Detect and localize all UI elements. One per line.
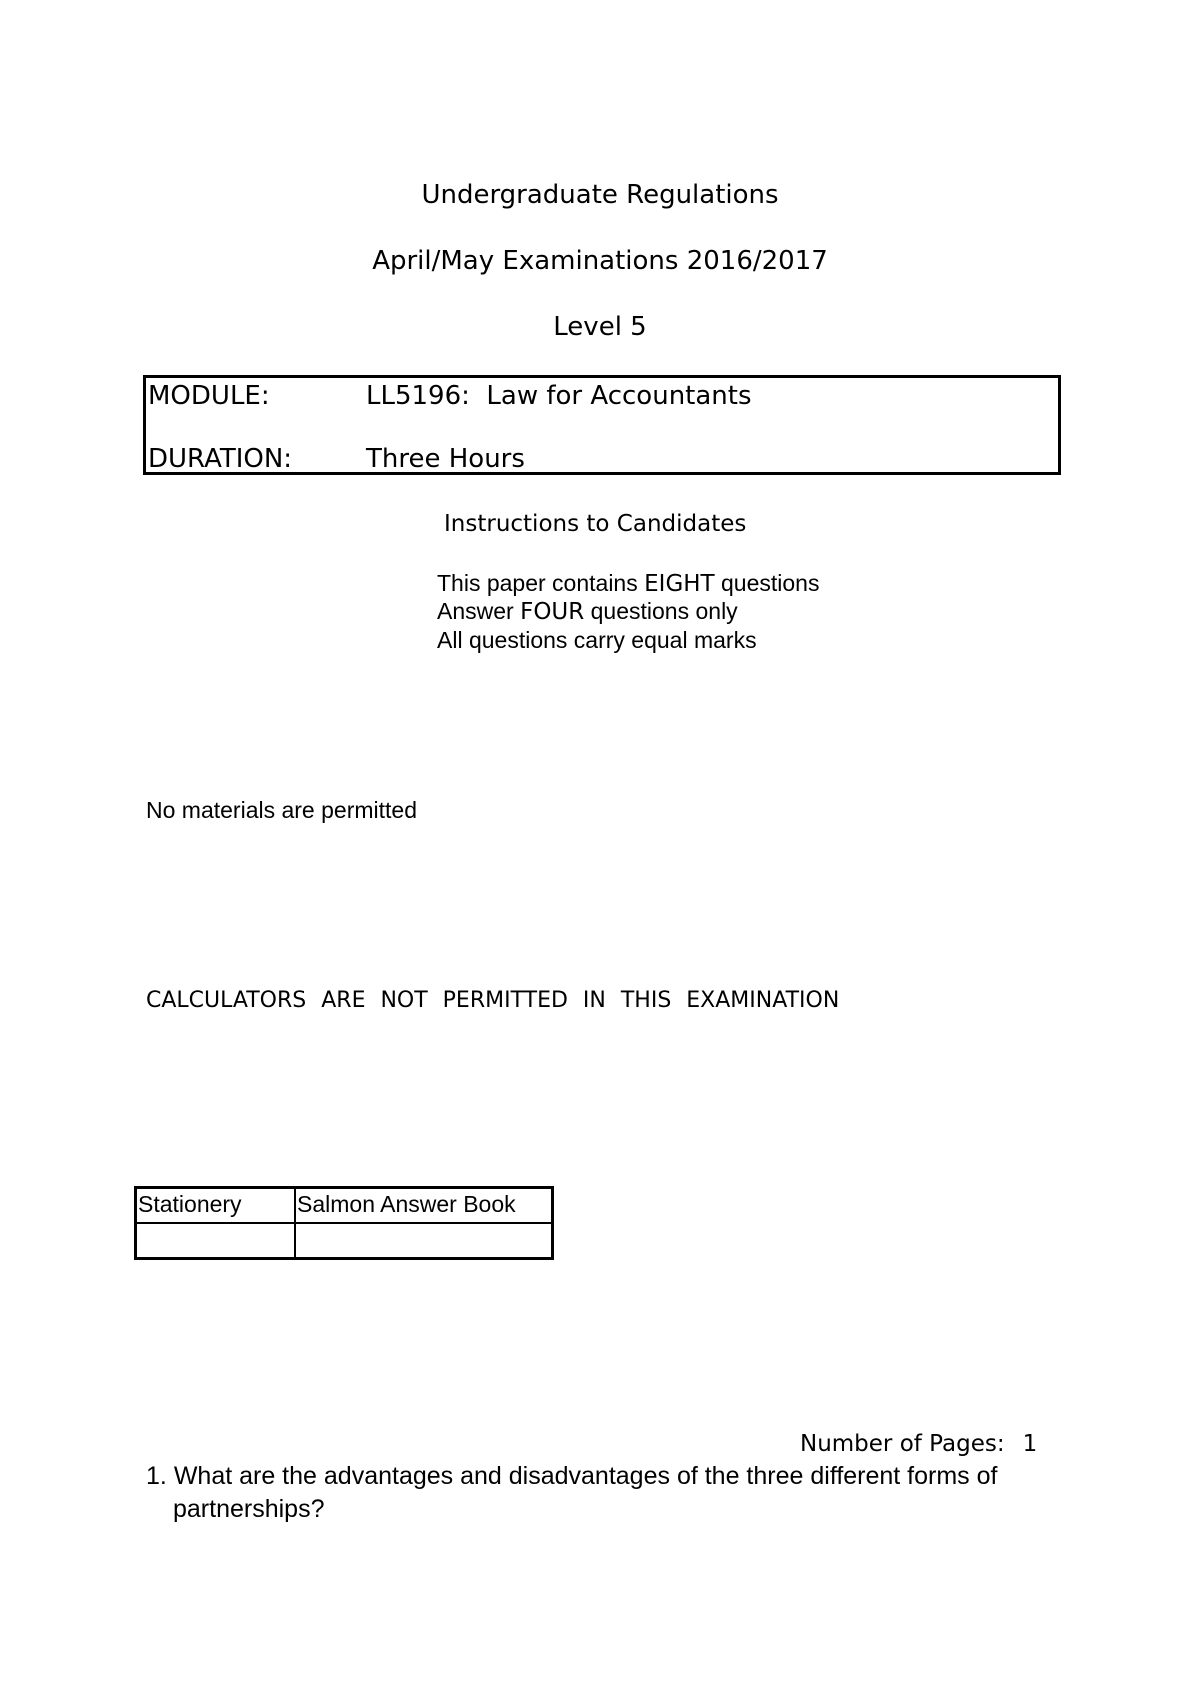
question-number: 1. — [146, 1462, 167, 1490]
emphasis-four: FOUR — [520, 599, 585, 625]
instruction-equal-marks: All questions carry equal marks — [437, 627, 757, 653]
instructions-heading: Instructions to Candidates — [444, 511, 747, 537]
duration-label: DURATION: — [148, 444, 293, 474]
exam-session: April/May Examinations 2016/2017 — [372, 246, 828, 276]
pages-value: 1 — [1022, 1431, 1038, 1457]
empty-cell — [136, 1223, 296, 1259]
duration-value: Three Hours — [366, 444, 525, 474]
stationery-header-cell: Stationery — [136, 1188, 296, 1224]
question-1 — [146, 1460, 1066, 1526]
calculator-notice: CALCULATORS ARE NOT PERMITTED IN THIS EXAMINATION — [146, 988, 840, 1013]
table-row — [136, 1188, 553, 1224]
regulations-title: Undergraduate Regulations — [421, 180, 779, 210]
module-value: LL5196: Law for Accountants — [366, 381, 752, 411]
instruction-answer-four: Answer FOUR questions only — [437, 598, 738, 625]
emphasis-eight: EIGHT — [644, 571, 715, 597]
module-info-box — [143, 375, 1061, 475]
level: Level 5 — [553, 312, 647, 342]
empty-cell — [295, 1223, 553, 1259]
question-text-line1: What are the advantages and disadvantages of the three different forms of — [173, 1462, 998, 1490]
question-text-line2: partnerships? — [173, 1495, 325, 1523]
answer-book-cell: Salmon Answer Book — [295, 1188, 553, 1224]
number-of-pages — [800, 1431, 1037, 1457]
pages-label: Number of Pages: — [800, 1431, 1005, 1457]
materials-note: No materials are permitted — [146, 797, 417, 823]
module-label: MODULE: — [148, 381, 270, 411]
stationery-table — [134, 1186, 554, 1260]
instruction-eight-questions: This paper contains EIGHT questions — [437, 570, 820, 597]
table-row — [136, 1223, 553, 1259]
